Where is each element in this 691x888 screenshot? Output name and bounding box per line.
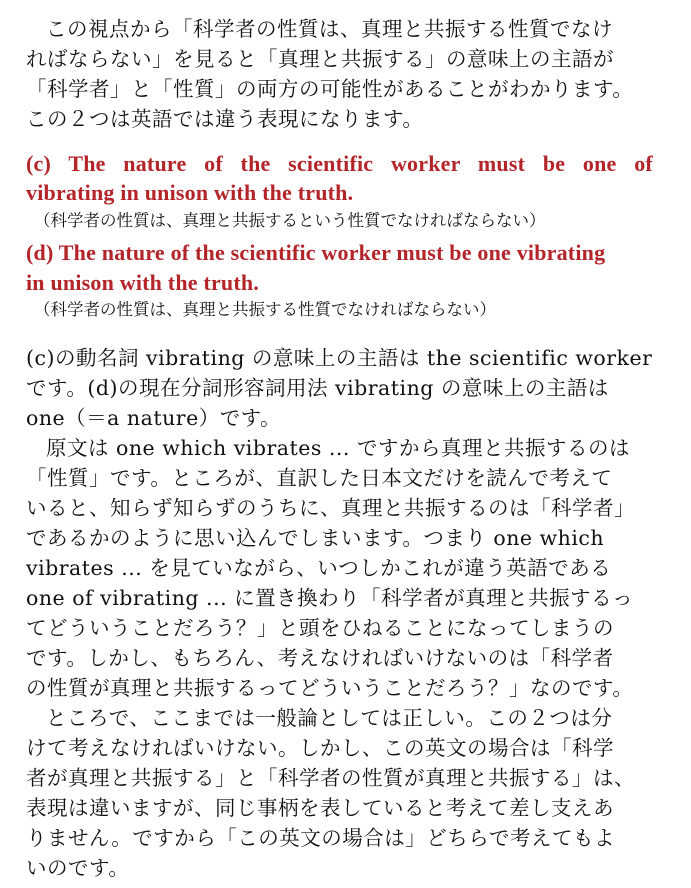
example-c-translation: （科学者の性質は、真理と共振するという性質でなければならない） bbox=[34, 211, 546, 230]
body-line-9: one of vibrating ... に置き換わり「科学者が真理と共振するっ bbox=[26, 586, 634, 610]
example-d-line-2: in unison with the truth. bbox=[26, 270, 260, 295]
body-line-15: 者が真理と共振する」と「科学者の性質が真理と共振する」は、 bbox=[26, 766, 635, 790]
body-line-14: けて考えなければいけない。しかし、この英文の場合は「科学 bbox=[26, 736, 614, 760]
body-line-13: ところで、ここまでは一般論としては正しい。この２つは分 bbox=[46, 706, 613, 730]
body-line-11: です。しかし、もちろん、考えなければいけないのは「科学者 bbox=[26, 646, 614, 670]
body-line-16: 表現は違いますが、同じ事柄を表していると考えて差し支えあ bbox=[26, 796, 614, 820]
intro-line-2: ればならない」を見ると「真理と共振する」の意味上の主語が bbox=[26, 47, 614, 71]
body-line-10: てどういうことだろう？」と頭をひねることになってしまうの bbox=[26, 616, 614, 640]
example-d-translation: （科学者の性質は、真理と共振する性質でなければならない） bbox=[34, 300, 496, 319]
intro-line-3: 「科学者」と「性質」の両方の可能性があることがわかります。 bbox=[26, 77, 634, 101]
body-line-3: one（＝a nature）です。 bbox=[26, 406, 282, 430]
body-line-17: りません。ですから「この英文の場合は」どちらで考えてもよ bbox=[26, 826, 616, 850]
example-c-line-2: vibrating in unison with the truth. bbox=[26, 180, 354, 205]
example-d-line-1: (d) The nature of the scientific worker must be one vibrating bbox=[26, 240, 606, 265]
body-line-5: 「性質」です。ところが、直訳した日本文だけを読んで考えて bbox=[26, 466, 613, 490]
body-line-4: 原文は one which vibrates ... ですから真理と共振するのは bbox=[46, 436, 630, 460]
intro-line-4: この２つは英語では違う表現になります。 bbox=[26, 107, 424, 131]
body-line-7: であるかのように思い込んでしまいます。つまり one which bbox=[26, 526, 605, 550]
body-line-6: いると、知らず知らずのうちに、真理と共振するのは「科学者」 bbox=[26, 496, 635, 520]
body-line-1: (c)の動名詞 vibrating の意味上の主語は the scientific worker bbox=[26, 346, 653, 370]
body-line-8: vibrates ... を見ていながら、いつしかこれが違う英語である bbox=[26, 556, 612, 580]
body-line-18: いのです。 bbox=[26, 856, 130, 880]
intro-line-1: この視点から「科学者の性質は、真理と共振する性質でなけ bbox=[46, 17, 613, 41]
example-c-line-1: (c) The nature of the scientific worker must be one of bbox=[26, 151, 653, 176]
body-line-2: です。(d)の現在分詞形容詞用法 vibrating の意味上の主語は bbox=[26, 376, 609, 400]
body-line-12: の性質が真理と共振するってどういうことだろう？」なのです。 bbox=[26, 676, 634, 700]
